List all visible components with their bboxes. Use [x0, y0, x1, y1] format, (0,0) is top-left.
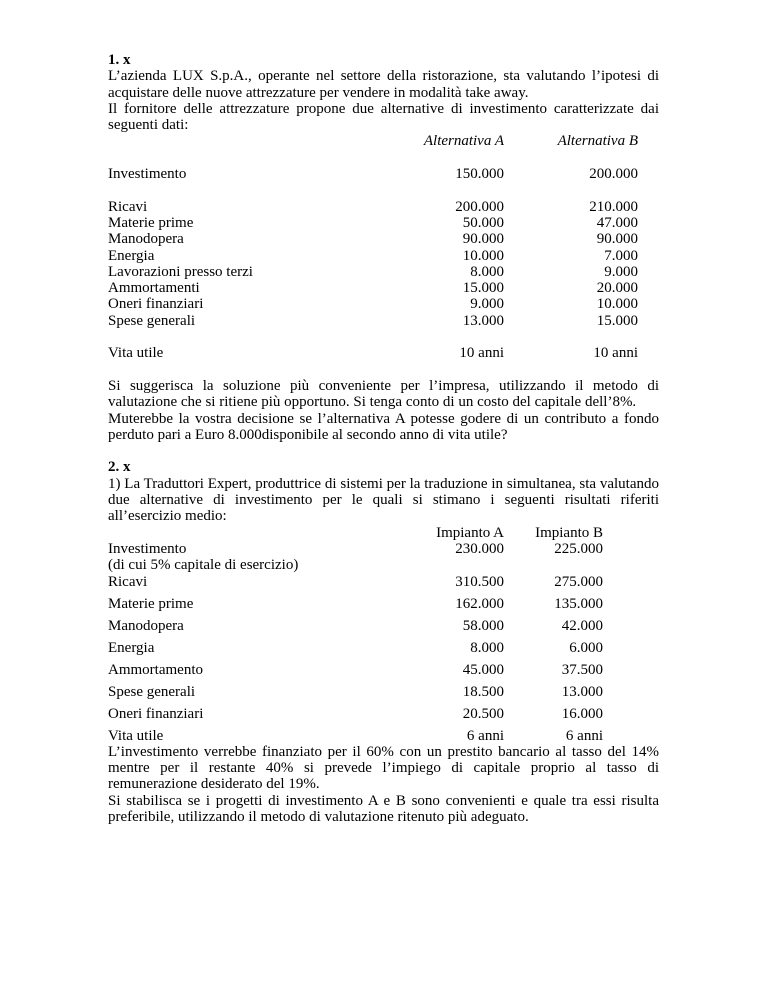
table-row: Spese generali 13.000 15.000 [108, 312, 638, 329]
exercise-2-question: Si stabilisca se i progetti di investimento A e B sono convenienti e quale tra essi risulta preferibile, utilizzando il metodo di valutazione ritenuto più adeguato. [108, 792, 659, 825]
exercise-1-investment-row: Investimento 150.000 200.000 [108, 166, 638, 183]
column-header-b: Impianto B [535, 524, 603, 541]
table-row: Energia 8.000 6.000 [108, 639, 603, 656]
table-row: Ricavi 200.000 210.000 [108, 198, 638, 215]
exercise-2-column-headers [108, 525, 659, 541]
table-row: Spese generali 18.500 13.000 [108, 683, 603, 700]
document-page [108, 52, 659, 825]
exercise-1-question-2: Muterebbe la vostra decisione se l’alternativa A potesse godere di un contributo a fondo perduto pari a Euro 8.000disponibile al secondo anno di vita utile? [108, 410, 659, 443]
exercise-1-heading: 1. x [108, 52, 131, 68]
exercise-1-intro-2: Il fornitore delle attrezzature propone due alternative di investimento caratterizzate dai seguenti dati: [108, 100, 659, 134]
exercise-1-intro-1: L’azienda LUX S.p.A., operante nel settore della ristorazione, sta valutando l’ipotesi di acquistare delle nuove attrezzature per vendere in modalità take away. [108, 68, 659, 101]
table-row: Ammortamento 45.000 37.500 [108, 661, 603, 678]
exercise-2-heading: 2. x [108, 459, 131, 476]
column-header-b: Alternativa B [557, 133, 638, 150]
exercise-2-financing-paragraph: L’investimento verrebbe finanziato per il 60% con un prestito bancario al tasso del 14% mentre per il restante 40% si prevede l’impiego di capitale proprio al tasso di remunerazione desiderato del 19%. [108, 743, 659, 793]
column-header-a: Impianto A [436, 524, 504, 541]
exercise-2-investment-row: Investimento 230.000 225.000 [108, 540, 603, 557]
table-row: Energia 10.000 7.000 [108, 247, 638, 264]
table-row: Manodopera 90.000 90.000 [108, 231, 638, 248]
table-row: Materie prime 162.000 135.000 [108, 595, 603, 612]
table-row: Ammortamenti 15.000 20.000 [108, 280, 638, 297]
table-row: Lavorazioni presso terzi 8.000 9.000 [108, 263, 638, 280]
table-row: Oneri finanziari 9.000 10.000 [108, 296, 638, 313]
table-row: Materie prime 50.000 47.000 [108, 214, 638, 231]
exercise-2-intro: 1) La Traduttori Expert, produttrice di sistemi per la traduzione in simultanea, sta valutando due alternative di investimento per le quali si stimano i seguenti risultati riferiti all’esercizio medio: [108, 475, 659, 525]
table-row: Manodopera 58.000 42.000 [108, 617, 603, 634]
exercise-2-useful-life-row: Vita utile 6 anni 6 anni [108, 727, 603, 744]
exercise-1-question-1: Si suggerisca la soluzione più conveniente per l’impresa, utilizzando il metodo di valutazione che si ritiene più opportuno. Si tenga conto di un costo del capitale dell’8%. [108, 377, 659, 411]
table-row: Oneri finanziari 20.500 16.000 [108, 705, 603, 722]
exercise-1-useful-life-row: Vita utile 10 anni 10 anni [108, 345, 638, 362]
table-row: Ricavi 310.500 275.000 [108, 573, 603, 590]
exercise-2-investment-note: (di cui 5% capitale di esercizio) [108, 557, 299, 574]
exercise-1-column-headers [108, 133, 659, 149]
column-header-a: Alternativa A [423, 133, 504, 150]
